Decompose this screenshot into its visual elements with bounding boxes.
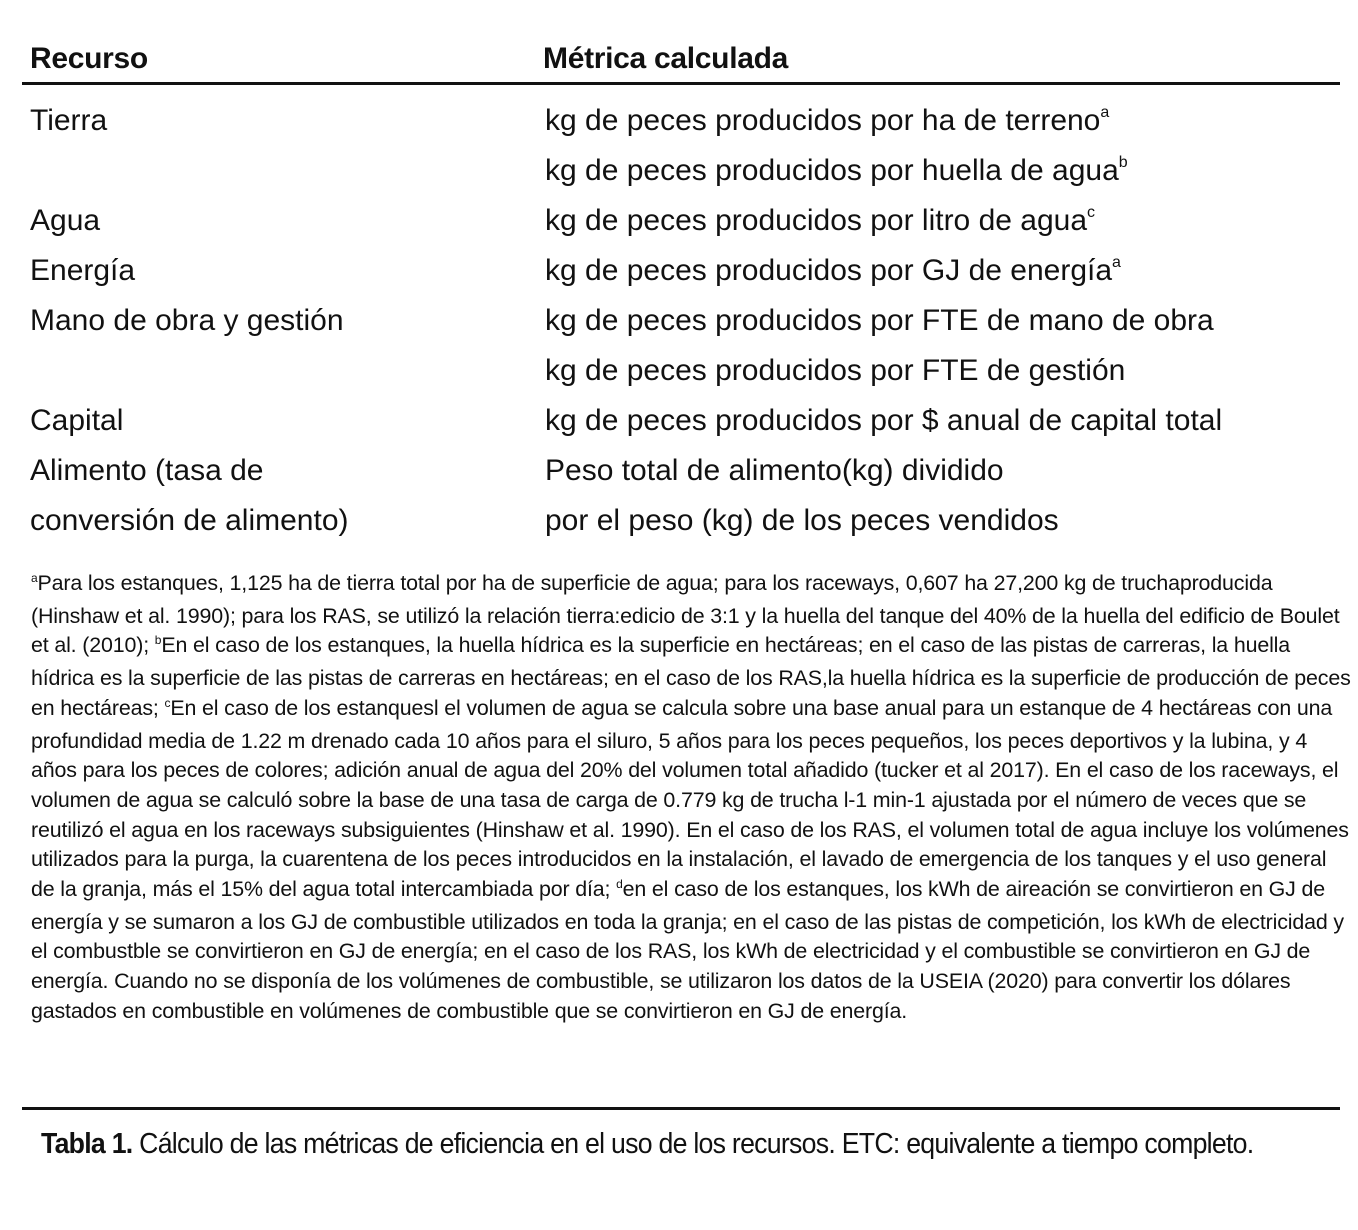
table-caption — [41, 1123, 1320, 1165]
footnote-mark-b: b — [154, 633, 162, 648]
caption-label: Tabla 1. — [41, 1128, 133, 1160]
footnote-mark-c: c — [164, 695, 171, 710]
resource-cell: conversión de alimento) — [30, 504, 349, 537]
table-header — [30, 42, 1340, 82]
footnote-mark-d: d — [616, 877, 623, 892]
table-row — [30, 246, 1340, 296]
footnote-b: En el caso de los estanques, la huella hídrica es la superficie en hectáreas; en el caso de las pistas de carreras, la huella hídrica es la superficie de las pistas de carreras en hectáreas; en el caso de los RAS,la huella hídrica es la superficie de producción de peces en hectáreas; — [31, 633, 1351, 720]
resource-cell: Agua — [30, 204, 101, 237]
resource-cell: Energía — [30, 254, 136, 287]
table-body — [30, 96, 1340, 546]
metric-cell: kg de peces producidos por GJ de energía$^a$ — [545, 254, 1121, 287]
footnote-a: Para los estanques, 1,125 ha de tierra total por ha de superficie de agua; para los raceways, 0,607 ha 27,200 kg de truchaproducida (Hinshaw et al. 1990); para los RAS, se utilizó la relación tierra:edicio de 3:1 y la huella del tanque del 40% de la huella del edificio de Boulet et al. (2010); — [31, 571, 1340, 658]
metric-cell: por el peso (kg) de los peces vendidos — [545, 504, 1059, 537]
resource-cell: Mano de obra y gestión — [30, 304, 344, 337]
table-row — [30, 96, 1340, 146]
footnote-c: En el caso de los estanquesl el volumen de agua se calcula sobre una base anual para un estanque de 4 hectáreas con una profundidad media de 1.22 m drenado cada 10 años para el siluro, 5 años para los peces pequeños, los peces deportivos y la lubina, y 4 años para los peces de colores; adición anual de agua del 20% del volumen total añadido (tucker et al 2017). En el caso de los raceways, el volumen de agua se calculó sobre la base de una tasa de carga de 0.779 kg de trucha l-1 min-1 ajustada por el número de veces que se reutilizó el agua en los raceways subsiguientes (Hinshaw et al. 1990). En el caso de los RAS, el volumen total de agua incluye los volúmenes utilizados para la purga, la cuarentena de los peces introducidos en la instalación, el lavado de emergencia de los tanques y el uso general de la granja, más el 15% del agua total intercambiada por día; — [31, 695, 1349, 902]
table-row — [30, 196, 1340, 246]
table-footnotes — [31, 569, 1351, 1027]
table-row — [30, 446, 1340, 496]
footnote-d: en el caso de los estanques, los kWh de aireación se convirtieron en GJ de energía y se sumaron a los GJ de combustible utilizados en toda la granja; en el caso de las pistas de competición, los kWh de electricidad y el combustble se convirtieron en GJ de energía; en el caso de los RAS, los kWh de electricidad y el combustible se convirtieron en GJ de energía. Cuando no se disponía de los volúmenes de combustible, se utilizaron los datos de la USEIA (2020) para convertir los dólares gastados en combustible en volúmenes de combustible que se convirtieron en GJ de energía. — [31, 877, 1344, 1023]
metric-cell: Peso total de alimento(kg) dividido — [545, 454, 1004, 487]
metric-cell: kg de peces producidos por huella de agua$^b$ — [545, 154, 1128, 187]
caption-divider — [22, 1107, 1340, 1110]
header-resource: Recurso — [30, 42, 148, 75]
footnote-mark: a — [1112, 254, 1121, 271]
header-metric: Métrica calculada — [543, 42, 789, 75]
metric-cell: kg de peces producidos por FTE de mano de obra — [545, 304, 1214, 337]
metric-cell: kg de peces producidos por $ anual de capital total — [545, 404, 1223, 437]
metric-cell: kg de peces producidos por FTE de gestión — [545, 354, 1126, 387]
table-row — [30, 146, 1340, 196]
table-row — [30, 346, 1340, 396]
footnote-mark: c — [1087, 204, 1096, 221]
resource-cell: Alimento (tasa de — [30, 454, 264, 487]
header-divider — [22, 82, 1340, 85]
footnote-mark: a — [1100, 104, 1110, 121]
resource-cell: Capital — [30, 404, 124, 437]
footnote-mark-a: a — [31, 571, 38, 585]
metric-cell: kg de peces producidos por ha de terreno$^a$ — [545, 104, 1110, 137]
metric-cell: kg de peces producidos por litro de agua$^c$ — [545, 204, 1096, 237]
table-row — [30, 296, 1340, 346]
table-row — [30, 396, 1340, 446]
resource-cell: Tierra — [30, 104, 108, 137]
table-row — [30, 496, 1340, 546]
caption-text: Cálculo de las métricas de eficiencia en el uso de los recursos. ETC: equivalente a tiempo completo. — [132, 1128, 1254, 1160]
footnote-mark: b — [1118, 154, 1128, 171]
